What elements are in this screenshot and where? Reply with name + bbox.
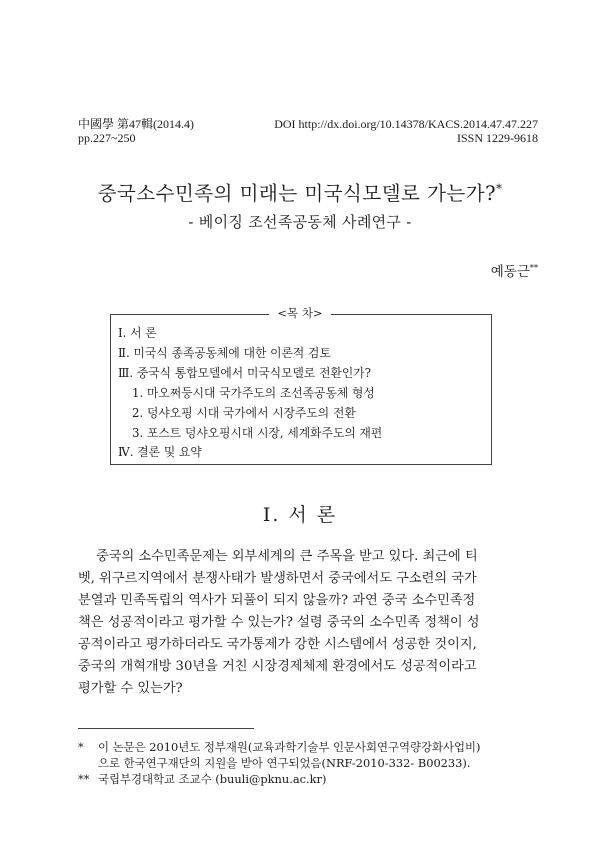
toc-item: Ⅳ. 결론 및 요약: [118, 445, 202, 459]
body-line: 벳, 위구르지역에서 분쟁사태가 발생하면서 중국에서도 구소련의 국가: [78, 571, 477, 586]
journal-info: 中國學 第47輯(2014.4): [78, 117, 194, 131]
body-line: 중국의 소수민족문제는 외부세계의 큰 주목을 받고 있다. 최근에 티: [96, 549, 478, 564]
toc-label: [0, 305, 600, 321]
section-heading: Ⅰ. 서 론: [262, 504, 338, 526]
body-line: 공적이라고 평가하더라도 국가통제가 강한 시스템에서 성공한 것이지,: [78, 637, 477, 652]
paper-subtitle: - 베이징 조선족공동체 사례연구 -: [188, 213, 412, 231]
toc-item: 1. 마오쩌둥시대 국가주도의 조선족공동체 형성: [132, 386, 375, 400]
body-line: 중국의 개혁개방 30년을 거친 시장경제체제 환경에서도 성공적이라고: [78, 659, 477, 674]
body-line: 평가할 수 있는가?: [78, 681, 183, 696]
footnote-text: 국립부경대학교 조교수 (buuli@pknu.ac.kr): [98, 772, 327, 786]
toc-item: Ⅲ. 중국식 통합모델에서 미국식모델로 전환인가?: [118, 366, 371, 380]
author-footnote-mark: **: [529, 262, 538, 273]
body-line: 책은 성공적이라고 평가할 수 있는가? 설령 중국의 소수민족 정책이 성: [78, 615, 480, 630]
issn: ISSN 1229-9618: [456, 131, 538, 145]
footnote-text: 이 논문은 2010년도 정부재원(교육과학기술부 인문사회연구역량강화사업비): [98, 740, 481, 754]
paper-title: [0, 178, 600, 206]
footnote-rule: [78, 728, 254, 729]
doi: DOI http://dx.doi.org/10.14378/KACS.2014.47.47.227: [274, 117, 538, 131]
toc-item: Ⅰ. 서 론: [118, 326, 157, 340]
author-name: 예동근: [490, 264, 530, 280]
footnote-text: 으로 한국연구재단의 지원을 받아 연구되었음(NRF-2010-332- B00233).: [98, 756, 471, 770]
body-line: 분열과 민족독립의 역사가 되풀이 되지 않을까? 과연 중국 소수민족정: [78, 593, 476, 608]
page-range: pp.227~250: [78, 131, 136, 145]
toc-item: 2. 덩샤오핑 시대 국가에서 시장주도의 전환: [132, 406, 356, 420]
author: [491, 260, 538, 280]
toc-item: 3. 포스트 덩샤오핑시대 시장, 세계화주도의 재편: [132, 426, 383, 440]
paper-title-text: 중국소수민족의 미래는 미국식모델로 가는가?: [97, 182, 497, 205]
footnote-mark: **: [78, 772, 90, 786]
title-footnote-mark: *: [496, 181, 503, 196]
footnote-mark: *: [78, 740, 84, 754]
toc-label-text: <목 차>: [269, 306, 330, 320]
toc-item: Ⅱ. 미국식 종족공동체에 대한 이론적 검토: [118, 346, 331, 360]
